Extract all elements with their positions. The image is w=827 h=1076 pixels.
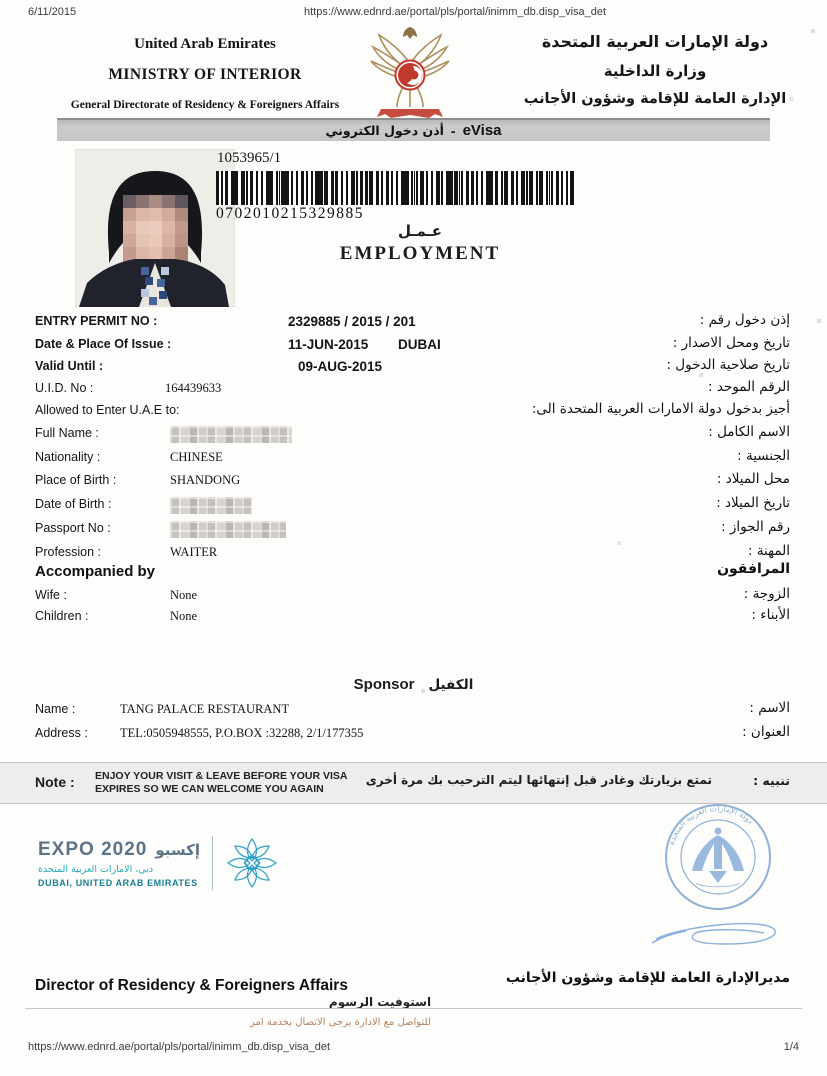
fees-collected-ar: استوفيت الرسوم xyxy=(328,995,432,1009)
field-value: 2329885 / 2015 / 201 xyxy=(288,314,416,329)
note-text-en xyxy=(95,770,347,796)
field-label-ar: العنوان : xyxy=(742,724,790,740)
field-row-full-name xyxy=(0,426,827,446)
note-label-en: Note : xyxy=(35,774,75,790)
field-label: Allowed to Enter U.A.E to: xyxy=(35,403,180,417)
visa-type-english: EMPLOYMENT xyxy=(339,243,501,264)
field-label: Name : xyxy=(35,702,76,716)
field-label-ar: الرقم الموحد : xyxy=(708,379,790,395)
barcode-number: 0702010215329885 xyxy=(216,205,364,222)
field-label-ar: إذن دخول رقم : xyxy=(699,312,790,328)
expo-wordmark-en: EXPO 2020 xyxy=(38,838,148,860)
field-value-place: DUBAI xyxy=(398,337,441,352)
field-value: 11-JUN-2015 xyxy=(288,337,369,352)
note-line1: ENJOY YOUR VISIT & LEAVE BEFORE YOUR VISA xyxy=(95,770,348,782)
evisa-title-english: eVisa xyxy=(462,122,502,139)
field-value: None xyxy=(170,609,198,623)
field-label: Place of Birth : xyxy=(35,473,117,487)
portrait-photo xyxy=(75,149,235,307)
ministry-header-english xyxy=(40,36,370,111)
redacted-value xyxy=(170,426,292,443)
field-label: Nationality : xyxy=(35,450,101,464)
field-row-sponsor-name xyxy=(0,702,827,722)
directorate-name-en: General Directorate of Residency & Foreigners Affairs xyxy=(70,99,340,111)
director-title-en: Director of Residency & Foreigners Affairs xyxy=(35,977,348,994)
note-label-ar: تنبيه : xyxy=(753,773,790,788)
accompanied-heading-en: Accompanied by xyxy=(35,563,156,580)
field-label-ar: تاريخ ومحل الاصدار : xyxy=(672,335,790,351)
expo-rosette-icon xyxy=(225,836,279,890)
field-label: Passport No : xyxy=(35,521,111,535)
field-label: U.I.D. No : xyxy=(35,381,94,395)
ministry-name-ar: وزارة الداخلية xyxy=(603,62,707,80)
print-date: 6/11/2015 xyxy=(28,6,77,18)
field-label: Date of Birth : xyxy=(35,497,112,511)
field-row-profession xyxy=(0,545,827,565)
field-label-ar: الزوجة : xyxy=(743,586,790,602)
field-row-wife xyxy=(0,588,827,608)
field-label-ar: رقم الجواز : xyxy=(721,519,790,535)
field-label-ar: الاسم الكامل : xyxy=(708,424,790,440)
redacted-value xyxy=(170,497,252,514)
barcode xyxy=(216,171,574,205)
ministry-header-arabic xyxy=(505,32,805,107)
field-value: None xyxy=(170,588,198,602)
stamp-falcon-icon xyxy=(692,828,744,884)
visa-file-number: 1053965/1 xyxy=(217,150,282,166)
note-line2: EXPIRES SO WE CAN WELCOME YOU AGAIN xyxy=(95,783,324,795)
field-label-ar: تاريخ صلاحية الدخول : xyxy=(666,357,790,373)
sponsor-heading-en: Sponsor xyxy=(353,676,415,693)
field-row-valid-until xyxy=(0,359,827,379)
field-row-passport-no xyxy=(0,521,827,541)
expo-2020-logo xyxy=(38,836,279,890)
field-row-uid xyxy=(0,381,827,401)
field-value: TANG PALACE RESTAURANT xyxy=(120,702,290,716)
expo-divider xyxy=(212,836,213,890)
expo-wordmark-ar: إكسبو xyxy=(155,840,200,859)
note-text-ar: تمتع بزيارتك وغادر قبل إنتهائها ليتم الترحيب بك مرة أخرى xyxy=(365,773,712,787)
field-label: Children : xyxy=(35,609,89,623)
field-label-ar: الجنسية : xyxy=(737,448,790,464)
contact-note-ar: للتواصل مع الادارة يرجى الاتصال بخدمة امر xyxy=(250,1017,431,1028)
field-label-ar: محل الميلاد : xyxy=(716,471,790,487)
footer-divider xyxy=(25,1008,802,1009)
field-row-place-of-birth xyxy=(0,473,827,493)
field-value: CHINESE xyxy=(170,450,223,464)
field-value: TEL:0505948555, P.O.BOX :32288, 2/1/177355 xyxy=(120,726,364,740)
field-label-ar: الأبناء : xyxy=(751,607,790,623)
ministry-name-en: MINISTRY OF INTERIOR xyxy=(108,66,302,83)
field-label: Date & Place Of Issue : xyxy=(35,337,172,351)
redacted-value xyxy=(170,521,286,538)
print-source-url: https://www.ednrd.ae/portal/pls/portal/inimm_db.disp_visa_det xyxy=(304,6,607,18)
field-label-ar: الاسم : xyxy=(749,700,790,716)
sponsor-heading-ar: الكفيل xyxy=(428,676,474,693)
field-label-ar: أجيز بدخول دولة الامارات العربية المتحدة الى: xyxy=(531,401,790,417)
evisa-title-arabic: أذن دخول الكتروني xyxy=(325,123,444,138)
field-label: Address : xyxy=(35,726,88,740)
field-row-date-of-birth xyxy=(0,497,827,517)
scan-artifacts xyxy=(0,0,2,2)
evisa-title-separator: - xyxy=(450,122,456,139)
page-number: 1/4 xyxy=(783,1041,799,1053)
field-value: WAITER xyxy=(170,545,218,559)
field-row-entry-permit xyxy=(0,314,827,334)
field-row-issue xyxy=(0,337,827,357)
footer-url: https://www.ednrd.ae/portal/pls/portal/inimm_db.disp_visa_det xyxy=(28,1041,331,1053)
expo-city-en: DUBAI, UNITED ARAB EMIRATES xyxy=(38,877,198,888)
field-value: SHANDONG xyxy=(170,473,241,487)
field-value: 09-AUG-2015 xyxy=(298,359,383,374)
sponsor-heading xyxy=(0,676,827,693)
evisa-title-banner xyxy=(57,118,770,141)
country-name-ar: دولة الإمارات العربية المتحدة xyxy=(541,32,769,51)
field-label: ENTRY PERMIT NO : xyxy=(35,314,158,328)
field-label-ar: المهنة : xyxy=(747,543,790,559)
accompanied-heading-ar: المرافقون xyxy=(717,561,790,577)
field-row-nationality xyxy=(0,450,827,470)
official-stamp-seal xyxy=(648,793,788,963)
uae-falcon-emblem-icon xyxy=(367,25,453,119)
field-row-allowed xyxy=(0,403,827,423)
field-label: Profession : xyxy=(35,545,102,559)
visa-type-arabic: عـمـل xyxy=(398,222,442,240)
expo-city-ar: دبي، الامارات العربية المتحدة xyxy=(38,863,154,875)
field-row-sponsor-address xyxy=(0,726,827,746)
field-row-children xyxy=(0,609,827,629)
field-label-ar: تاريخ الميلاد : xyxy=(716,495,790,511)
directorate-name-ar: الإدارة العامة للإقامة وشؤون الأجانب xyxy=(523,91,787,107)
country-name-en: United Arab Emirates xyxy=(134,36,276,52)
field-value: 164439633 xyxy=(165,381,222,395)
signature-scribble xyxy=(652,924,775,944)
field-label: Full Name : xyxy=(35,426,99,440)
field-label: Valid Until : xyxy=(35,359,104,373)
director-title-ar: مديرالإدارة العامة للإقامة وشؤون الأجانب xyxy=(505,970,790,986)
field-label: Wife : xyxy=(35,588,67,602)
stamp-arc-text: دولة الإمارات العربية المتحدة xyxy=(666,803,755,847)
